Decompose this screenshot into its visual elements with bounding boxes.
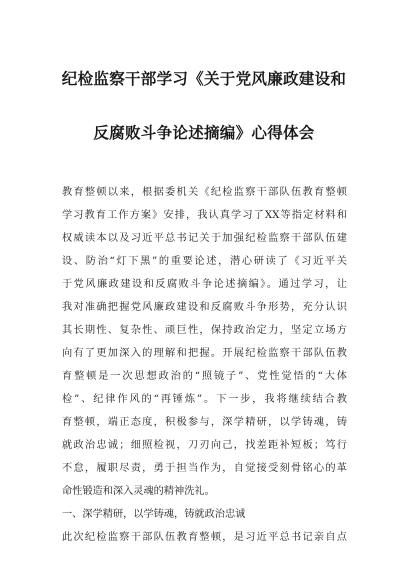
paragraph-line: 育整顿是一次思想政治的“照镜子”、党性觉悟的“大体	[62, 371, 347, 382]
paragraph-line: 教育整顿以来，根据委机关《纪检监察干部队伍教育整顿	[62, 187, 347, 198]
paragraph-line: 向有了更加深入的理解和把握。开展纪检监察干部队伍教	[62, 348, 347, 359]
paragraph-line: 权威读本以及习近平总书记关于加强纪检监察干部队伍建	[62, 233, 347, 244]
paragraph-line: 此次纪检监察干部队伍教育整顿，是习近平总书记亲自点	[62, 532, 347, 543]
paragraph-line: 设、防治“灯下黑”的重要论述，潜心研读了《习近平关	[62, 256, 347, 267]
paragraph-line: 其长期性、复杂性、顽巨性，保持政治定力，坚定立场方	[62, 325, 347, 336]
paragraph-line: 命性锻造和深入灵魂的精神洗礼。	[62, 486, 215, 497]
paragraph-line: 育整顿，端正态度，积极参与，深学精研，以学铸魂，铸	[62, 417, 347, 428]
paragraph-line: 就政治忠诚；细照检视，刀刃向己，找差距补短板；笃行	[62, 440, 347, 451]
document-title-line-1: 纪检监察干部学习《关于党风廉政建设和	[61, 70, 347, 88]
paragraph-line: 学习教育工作方案》安排，我认真学习了XX等指定材料和	[62, 210, 347, 221]
section-heading: 一、深学精研，以学铸魂，铸就政治忠诚	[62, 509, 246, 520]
document-title-line-2: 反腐败斗争论述摘编》心得体会	[93, 124, 315, 142]
paragraph-line: 我对准确把握党风廉政建设和反腐败斗争形势，充分认识	[62, 302, 347, 313]
paragraph-line: 检”、纪律作风的“再锤炼”。下一步，我将继续结合教	[62, 394, 347, 405]
paragraph-line: 于党风廉政建设和反腐败斗争论述摘编》。通过学习，让	[62, 279, 347, 290]
paragraph-line: 不怠，履职尽责，勇于担当作为，自觉接受刻骨铭心的革	[62, 463, 347, 474]
